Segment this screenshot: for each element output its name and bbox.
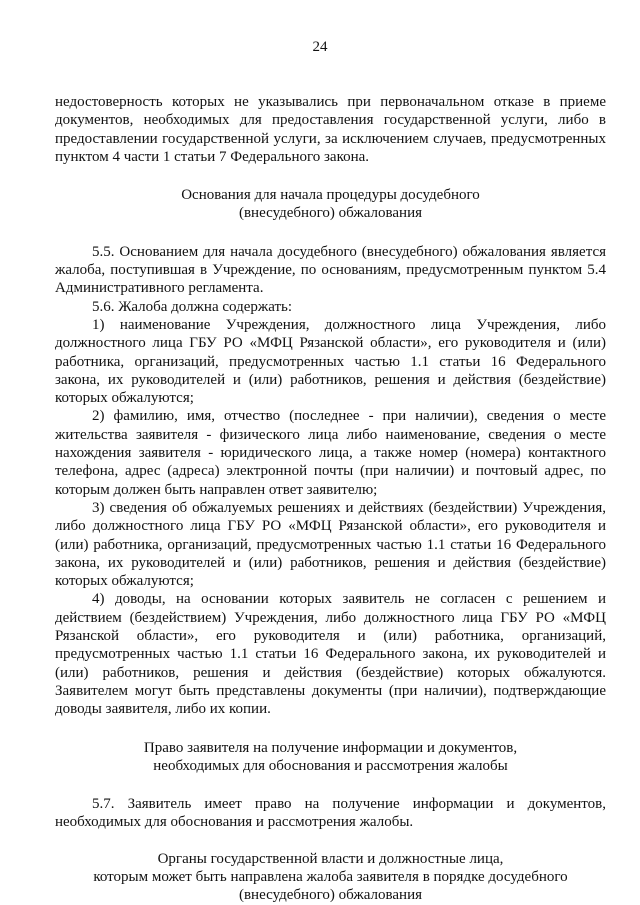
heading-line: (внесудебного) обжалования	[238, 887, 423, 904]
paragraph-5-5: 5.5. Основанием для начала досудебного (внесудебного) обжалования является жалоба, поступившая в Учреждение, по основаниям, предусмотренным пунктом 5.4 Административного регламента.	[55, 243, 606, 297]
heading-line: (внесудебного) обжалования	[238, 205, 423, 222]
section-heading-authorities	[55, 850, 606, 905]
heading-line: необходимых для обоснования и рассмотрения жалобы	[153, 757, 508, 774]
list-item-2: 2) фамилию, имя, отчество (последнее - при наличии), сведения о месте жительства заявителя - физического лица либо наименование, сведения о месте нахождения заявителя - юридического лица, а также номер (номера) контактного телефона, адрес (адреса) электронной почты (при наличии) и почтовый адрес, по которым должен быть направлен ответ заявителю;	[55, 408, 606, 498]
paragraph-5-7: 5.7. Заявитель имеет право на получение информации и документов, необходимых для обоснования и рассмотрения жалобы.	[55, 796, 606, 831]
section-heading-rights	[55, 739, 606, 776]
document-body	[55, 93, 606, 905]
heading-line: Органы государственной власти и должностные лица,	[157, 850, 504, 867]
heading-line: Право заявителя на получение информации и документов,	[143, 739, 518, 756]
page-number: 24	[312, 39, 328, 55]
section-heading-grounds	[55, 186, 606, 223]
paragraph-5-6: 5.6. Жалоба должна содержать:	[92, 298, 293, 315]
list-item-4: 4) доводы, на основании которых заявитель не согласен с решением и действием (бездействием) Учреждения, либо должностного лица ГБУ РО «МФЦ Рязанской области», его руководителя и (или) работника, организаций, предусмотренных частью 1.1 статьи 16 Федерального закона, их руководителей и (или) работников, решения и действия (бездействие) которых обжалуются. Заявителем могут быть представлены документы (при наличии), подтверждающие доводы заявителя, либо их копии.	[55, 591, 606, 718]
heading-line: которым может быть направлена жалоба заявителя в порядке досудебного	[93, 868, 568, 885]
list-item-3: 3) сведения об обжалуемых решениях и действиях (бездействии) Учреждения, либо должностного лица ГБУ РО «МФЦ Рязанской области», его руководителя и (или) работника, организаций, предусмотренных частью 1.1 статьи 16 Федерального закона, их руководителей и (или) работников, решения и действия (бездействие) которых обжалуются;	[55, 499, 606, 590]
heading-line: Основания для начала процедуры досудебного	[181, 187, 480, 204]
list-item-1: 1) наименование Учреждения, должностного лица Учреждения, либо должностного лица ГБУ РО «МФЦ Рязанской области», его руководителя и (или) работника, организаций, предусмотренных частью 1.1 статьи 16 Федерального закона, их руководителей и (или) работников, решения и действия (бездействие) которых обжалуются;	[55, 316, 606, 407]
intro-paragraph: недостоверность которых не указывались при первоначальном отказе в приеме документов, необходимых для предоставления государственной услуги, либо в предоставлении государственной услуги, за исключением случаев, предусмотренных пунктом 4 части 1 статьи 7 Федерального закона.	[55, 94, 606, 165]
